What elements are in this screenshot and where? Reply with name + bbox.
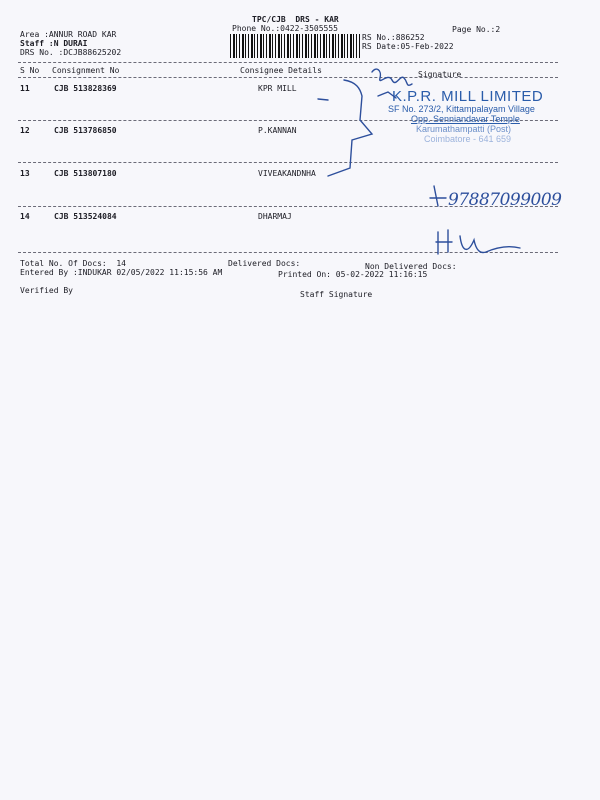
- stamp-line: Coimbatore - 641 659: [424, 134, 512, 144]
- column-consignment: Consignment No: [52, 66, 120, 75]
- row-consignee: KPR MILL: [258, 84, 297, 93]
- row-consignee: DHARMAJ: [258, 212, 292, 221]
- row-consignee: P.KANNAN: [258, 126, 297, 135]
- non-delivered-docs: Non Delivered Docs:: [365, 262, 457, 271]
- area-field: Area :ANNUR ROAD KAR: [20, 30, 117, 39]
- drs-number: DRS No. :DCJB88625202: [20, 48, 122, 57]
- stamp-line: Opp. Senniandavar Temple: [411, 114, 520, 124]
- row-consignment: CJB 513807180: [54, 169, 117, 178]
- staff-field: Staff :N DURAI: [20, 39, 88, 48]
- column-sno: S No: [20, 66, 40, 75]
- column-consignee: Consignee Details: [240, 66, 322, 75]
- staff-signature: Staff Signature: [300, 290, 373, 299]
- row-consignment: CJB 513828369: [54, 84, 117, 93]
- total-docs: Total No. Of Docs: 14: [20, 259, 126, 268]
- document-title: TPC/CJB DRS - KAR: [252, 15, 339, 24]
- row-sno: 12: [20, 126, 30, 135]
- verified-by: Verified By: [20, 286, 73, 295]
- printed-on: Printed On: 05-02-2022 11:16:15: [278, 270, 428, 279]
- rs-number: RS No.:886252: [362, 33, 425, 42]
- row-sno: 14: [20, 212, 30, 221]
- column-signature: Signature: [418, 70, 462, 79]
- phone-number: Phone No.:0422-3505555: [232, 24, 338, 33]
- row-consignment: CJB 513786850: [54, 126, 117, 135]
- page-number: Page No.:2: [452, 25, 501, 34]
- rs-date: RS Date:05-Feb-2022: [362, 42, 454, 51]
- row-consignment: CJB 513524084: [54, 212, 117, 221]
- row-consignee: VIVEAKANDNHA: [258, 169, 316, 178]
- stamp-line: Karumathampatti (Post): [416, 124, 512, 134]
- stamp-company: K.P.R. MILL LIMITED: [392, 88, 544, 105]
- stamp-line: SF No. 273/2, Kittampalayam Village: [388, 104, 535, 114]
- row-sno: 13: [20, 169, 30, 178]
- delivered-docs: Delivered Docs:: [228, 259, 301, 268]
- row-sno: 11: [20, 84, 30, 93]
- handwritten-phone: 97887099009: [448, 190, 562, 210]
- entered-by: Entered By :INDUKAR 02/05/2022 11:15:56 AM: [20, 268, 223, 277]
